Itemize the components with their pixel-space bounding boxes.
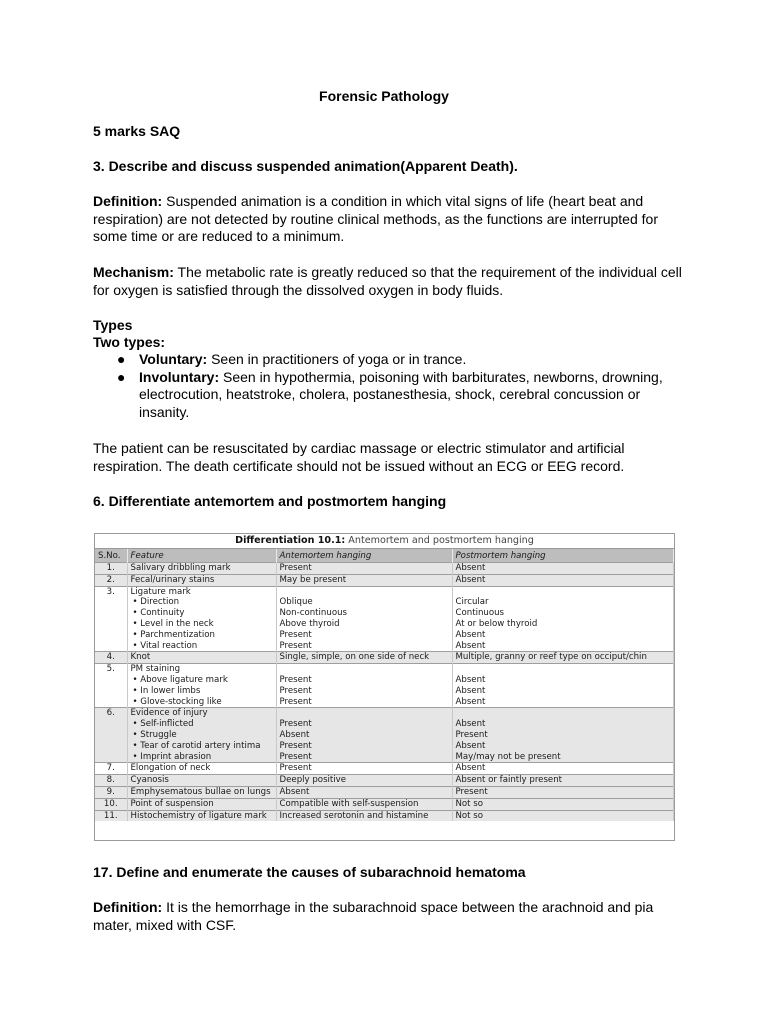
cell-value: Present — [279, 751, 312, 762]
section-label: 5 marks SAQ — [93, 123, 181, 139]
feature-subitem: • Continuity — [132, 608, 185, 619]
table-row — [95, 786, 674, 798]
list-item — [93, 369, 683, 422]
feature-subitem: • Above ligature mark — [132, 674, 228, 685]
q17-heading: 17. Define and enumerate the causes of subarachnoid hematoma — [93, 864, 526, 880]
cell-antemortem — [276, 664, 452, 708]
caption-bold: Differentiation 10.1: — [235, 535, 346, 546]
feature-label: Knot — [130, 652, 151, 663]
feature-subitem: • Direction — [132, 597, 180, 608]
cell-feature — [127, 763, 276, 775]
cell-antemortem — [276, 775, 452, 787]
cell-sno: 7. — [95, 763, 127, 775]
cell-postmortem — [452, 586, 674, 652]
cell-feature — [127, 810, 276, 821]
cell-antemortem — [276, 708, 452, 763]
cell-antemortem — [276, 574, 452, 586]
cell-value: Absent — [455, 685, 486, 696]
cell-value: Multiple, granny or reef type on occiput/chin — [455, 652, 647, 663]
cell-antemortem — [276, 786, 452, 798]
cell-value: Not so — [455, 810, 484, 821]
type-label: Voluntary: — [139, 351, 208, 367]
cell-value: May be present — [279, 574, 347, 585]
cell-antemortem — [276, 563, 452, 575]
cell-value: Present — [279, 740, 312, 751]
feature-label: PM staining — [130, 664, 181, 675]
feature-subitem: • Glove-stocking like — [132, 696, 222, 707]
cell-sno: 10. — [95, 798, 127, 810]
q3-mechanism — [93, 264, 683, 299]
cell-postmortem — [452, 664, 674, 708]
definition-label: Definition: — [93, 193, 163, 209]
cell-value: Absent — [279, 729, 310, 740]
cell-feature — [127, 574, 276, 586]
cell-feature — [127, 664, 276, 708]
feature-label: Histochemistry of ligature mark — [130, 810, 267, 821]
feature-label: Cyanosis — [130, 775, 169, 786]
table-row — [95, 586, 674, 652]
feature-subitem: • Self-inflicted — [132, 719, 194, 730]
cell-feature — [127, 652, 276, 664]
cell-feature — [127, 775, 276, 787]
cell-antemortem — [276, 586, 452, 652]
feature-subitem: • Imprint abrasion — [132, 751, 212, 762]
spacer — [456, 587, 671, 598]
type-text: Seen in practitioners of yoga or in trance. — [207, 351, 467, 367]
spacer — [280, 664, 449, 675]
cell-value: May/may not be present — [455, 751, 561, 762]
column-header: Antemortem hanging — [276, 549, 452, 563]
cell-value: Present — [279, 763, 312, 774]
cell-postmortem — [452, 786, 674, 798]
feature-label: Elongation of neck — [130, 763, 211, 774]
q6-heading: 6. Differentiate antemortem and postmortem hanging — [93, 493, 447, 509]
cell-value: Absent — [455, 719, 486, 730]
cell-feature — [127, 798, 276, 810]
cell-value: Present — [279, 685, 312, 696]
cell-feature — [127, 708, 276, 763]
cell-value: Single, simple, on one side of neck — [279, 652, 430, 663]
cell-postmortem — [452, 798, 674, 810]
feature-subitem: • Level in the neck — [132, 618, 214, 629]
cell-value: Present — [279, 640, 312, 651]
feature-subitem: • Vital reaction — [132, 640, 198, 651]
cell-value: Compatible with self-suspension — [279, 798, 419, 809]
cell-antemortem — [276, 652, 452, 664]
cell-value: Deeply positive — [279, 775, 347, 786]
cell-value: Present — [279, 696, 312, 707]
list-item — [93, 351, 683, 369]
table-row — [95, 775, 674, 787]
q17-definition — [93, 899, 683, 934]
table-row — [95, 652, 674, 664]
cell-value: Present — [279, 674, 312, 685]
feature-label: Salivary dribbling mark — [130, 563, 231, 573]
cell-value: Continuous — [455, 608, 505, 619]
cell-postmortem — [452, 708, 674, 763]
feature-label: Ligature mark — [130, 586, 191, 597]
differentiation-figure — [94, 533, 675, 841]
cell-postmortem — [452, 810, 674, 821]
cell-value: Circular — [455, 597, 489, 608]
q3-definition — [93, 193, 683, 246]
cell-sno: 6. — [95, 708, 127, 763]
cell-value: Absent — [455, 740, 486, 751]
cell-value: Non-continuous — [279, 608, 347, 619]
cell-value: Increased serotonin and histamine — [279, 810, 429, 821]
cell-value: Absent — [455, 563, 486, 573]
column-header: S.No. — [95, 549, 127, 563]
table-row — [95, 810, 674, 821]
type-text: Seen in hypothermia, poisoning with barbiturates, newborns, drowning, electrocution, heatstroke, cholera, postanesthesia, shock, cerebral concussion or insanity. — [139, 368, 663, 420]
cell-value: Above thyroid — [279, 618, 340, 629]
figure-caption — [95, 534, 674, 549]
cell-sno: 5. — [95, 664, 127, 708]
caption-text: Antemortem and postmortem hanging — [345, 535, 534, 546]
type-label: Involuntary: — [139, 368, 220, 385]
page-title: Forensic Pathology — [319, 88, 449, 104]
cell-value: Not so — [455, 798, 484, 809]
cell-postmortem — [452, 563, 674, 575]
cell-sno: 3. — [95, 586, 127, 652]
cell-sno: 11. — [95, 810, 127, 821]
definition-label: Definition: — [93, 899, 163, 915]
cell-value: Absent or faintly present — [455, 775, 563, 786]
feature-subitem: • In lower limbs — [132, 685, 201, 696]
definition-text: Suspended animation is a condition in which vital signs of life (heart beat and respiration) are not detected by routine clinical methods, as the functions are interrupted for some time or are reduced to a minimum. — [93, 193, 658, 245]
cell-value: Absent — [455, 629, 486, 640]
cell-sno: 2. — [95, 574, 127, 586]
cell-postmortem — [452, 652, 674, 664]
spacer — [280, 708, 449, 719]
feature-label: Emphysematous bullae on lungs — [130, 786, 271, 797]
comparison-table — [95, 549, 674, 821]
column-header: Postmortem hanging — [452, 549, 674, 563]
cell-sno: 8. — [95, 775, 127, 787]
cell-antemortem — [276, 798, 452, 810]
mechanism-label: Mechanism: — [93, 264, 174, 280]
feature-label: Point of suspension — [130, 798, 214, 809]
bullet-icon: ● — [117, 351, 126, 367]
q3-closing: The patient can be resuscitated by cardiac massage or electric stimulator and artificial respiration. The death certificate should not be issued without an ECG or EEG record. — [93, 440, 625, 474]
types-label: Types — [93, 317, 133, 333]
table-row — [95, 664, 674, 708]
table-row — [95, 763, 674, 775]
mechanism-text: The metabolic rate is greatly reduced so that the requirement of the individual cell for oxygen is satisfied through the dissolved oxygen in body fluids. — [93, 264, 682, 298]
cell-value: Present — [279, 719, 312, 730]
cell-value: At or below thyroid — [455, 618, 538, 629]
table-header-row — [95, 549, 674, 563]
cell-postmortem — [452, 574, 674, 586]
cell-value: Present — [279, 563, 312, 573]
feature-label: Fecal/urinary stains — [130, 574, 215, 585]
cell-postmortem — [452, 763, 674, 775]
spacer — [456, 708, 671, 719]
spacer — [280, 587, 449, 598]
feature-label: Evidence of injury — [130, 708, 208, 719]
cell-value: Absent — [455, 696, 486, 707]
feature-subitem: • Tear of carotid artery intima — [132, 740, 261, 751]
table-row — [95, 708, 674, 763]
cell-value: Absent — [455, 574, 486, 585]
types-list — [93, 351, 683, 421]
feature-subitem: • Struggle — [132, 729, 177, 740]
cell-value: Absent — [455, 763, 486, 774]
cell-value: Present — [279, 629, 312, 640]
feature-subitem: • Parchmentization — [132, 629, 215, 640]
two-types-label: Two types: — [93, 334, 166, 350]
cell-sno: 9. — [95, 786, 127, 798]
definition-text: It is the hemorrhage in the subarachnoid space between the arachnoid and pia mater, mixed with CSF. — [93, 899, 654, 933]
cell-feature — [127, 586, 276, 652]
cell-antemortem — [276, 810, 452, 821]
column-header: Feature — [127, 549, 276, 563]
cell-value: Absent — [279, 786, 310, 797]
table-row — [95, 563, 674, 575]
cell-sno: 4. — [95, 652, 127, 664]
cell-antemortem — [276, 763, 452, 775]
spacer — [456, 664, 671, 675]
cell-feature — [127, 786, 276, 798]
cell-value: Oblique — [279, 597, 313, 608]
cell-value: Absent — [455, 640, 486, 651]
cell-sno: 1. — [95, 563, 127, 575]
cell-postmortem — [452, 775, 674, 787]
cell-value: Present — [455, 786, 488, 797]
cell-value: Present — [455, 729, 488, 740]
q3-heading: 3. Describe and discuss suspended animation(Apparent Death). — [93, 158, 518, 174]
cell-value: Absent — [455, 674, 486, 685]
cell-feature — [127, 563, 276, 575]
table-row — [95, 574, 674, 586]
bullet-icon: ● — [117, 368, 126, 385]
table-row — [95, 798, 674, 810]
